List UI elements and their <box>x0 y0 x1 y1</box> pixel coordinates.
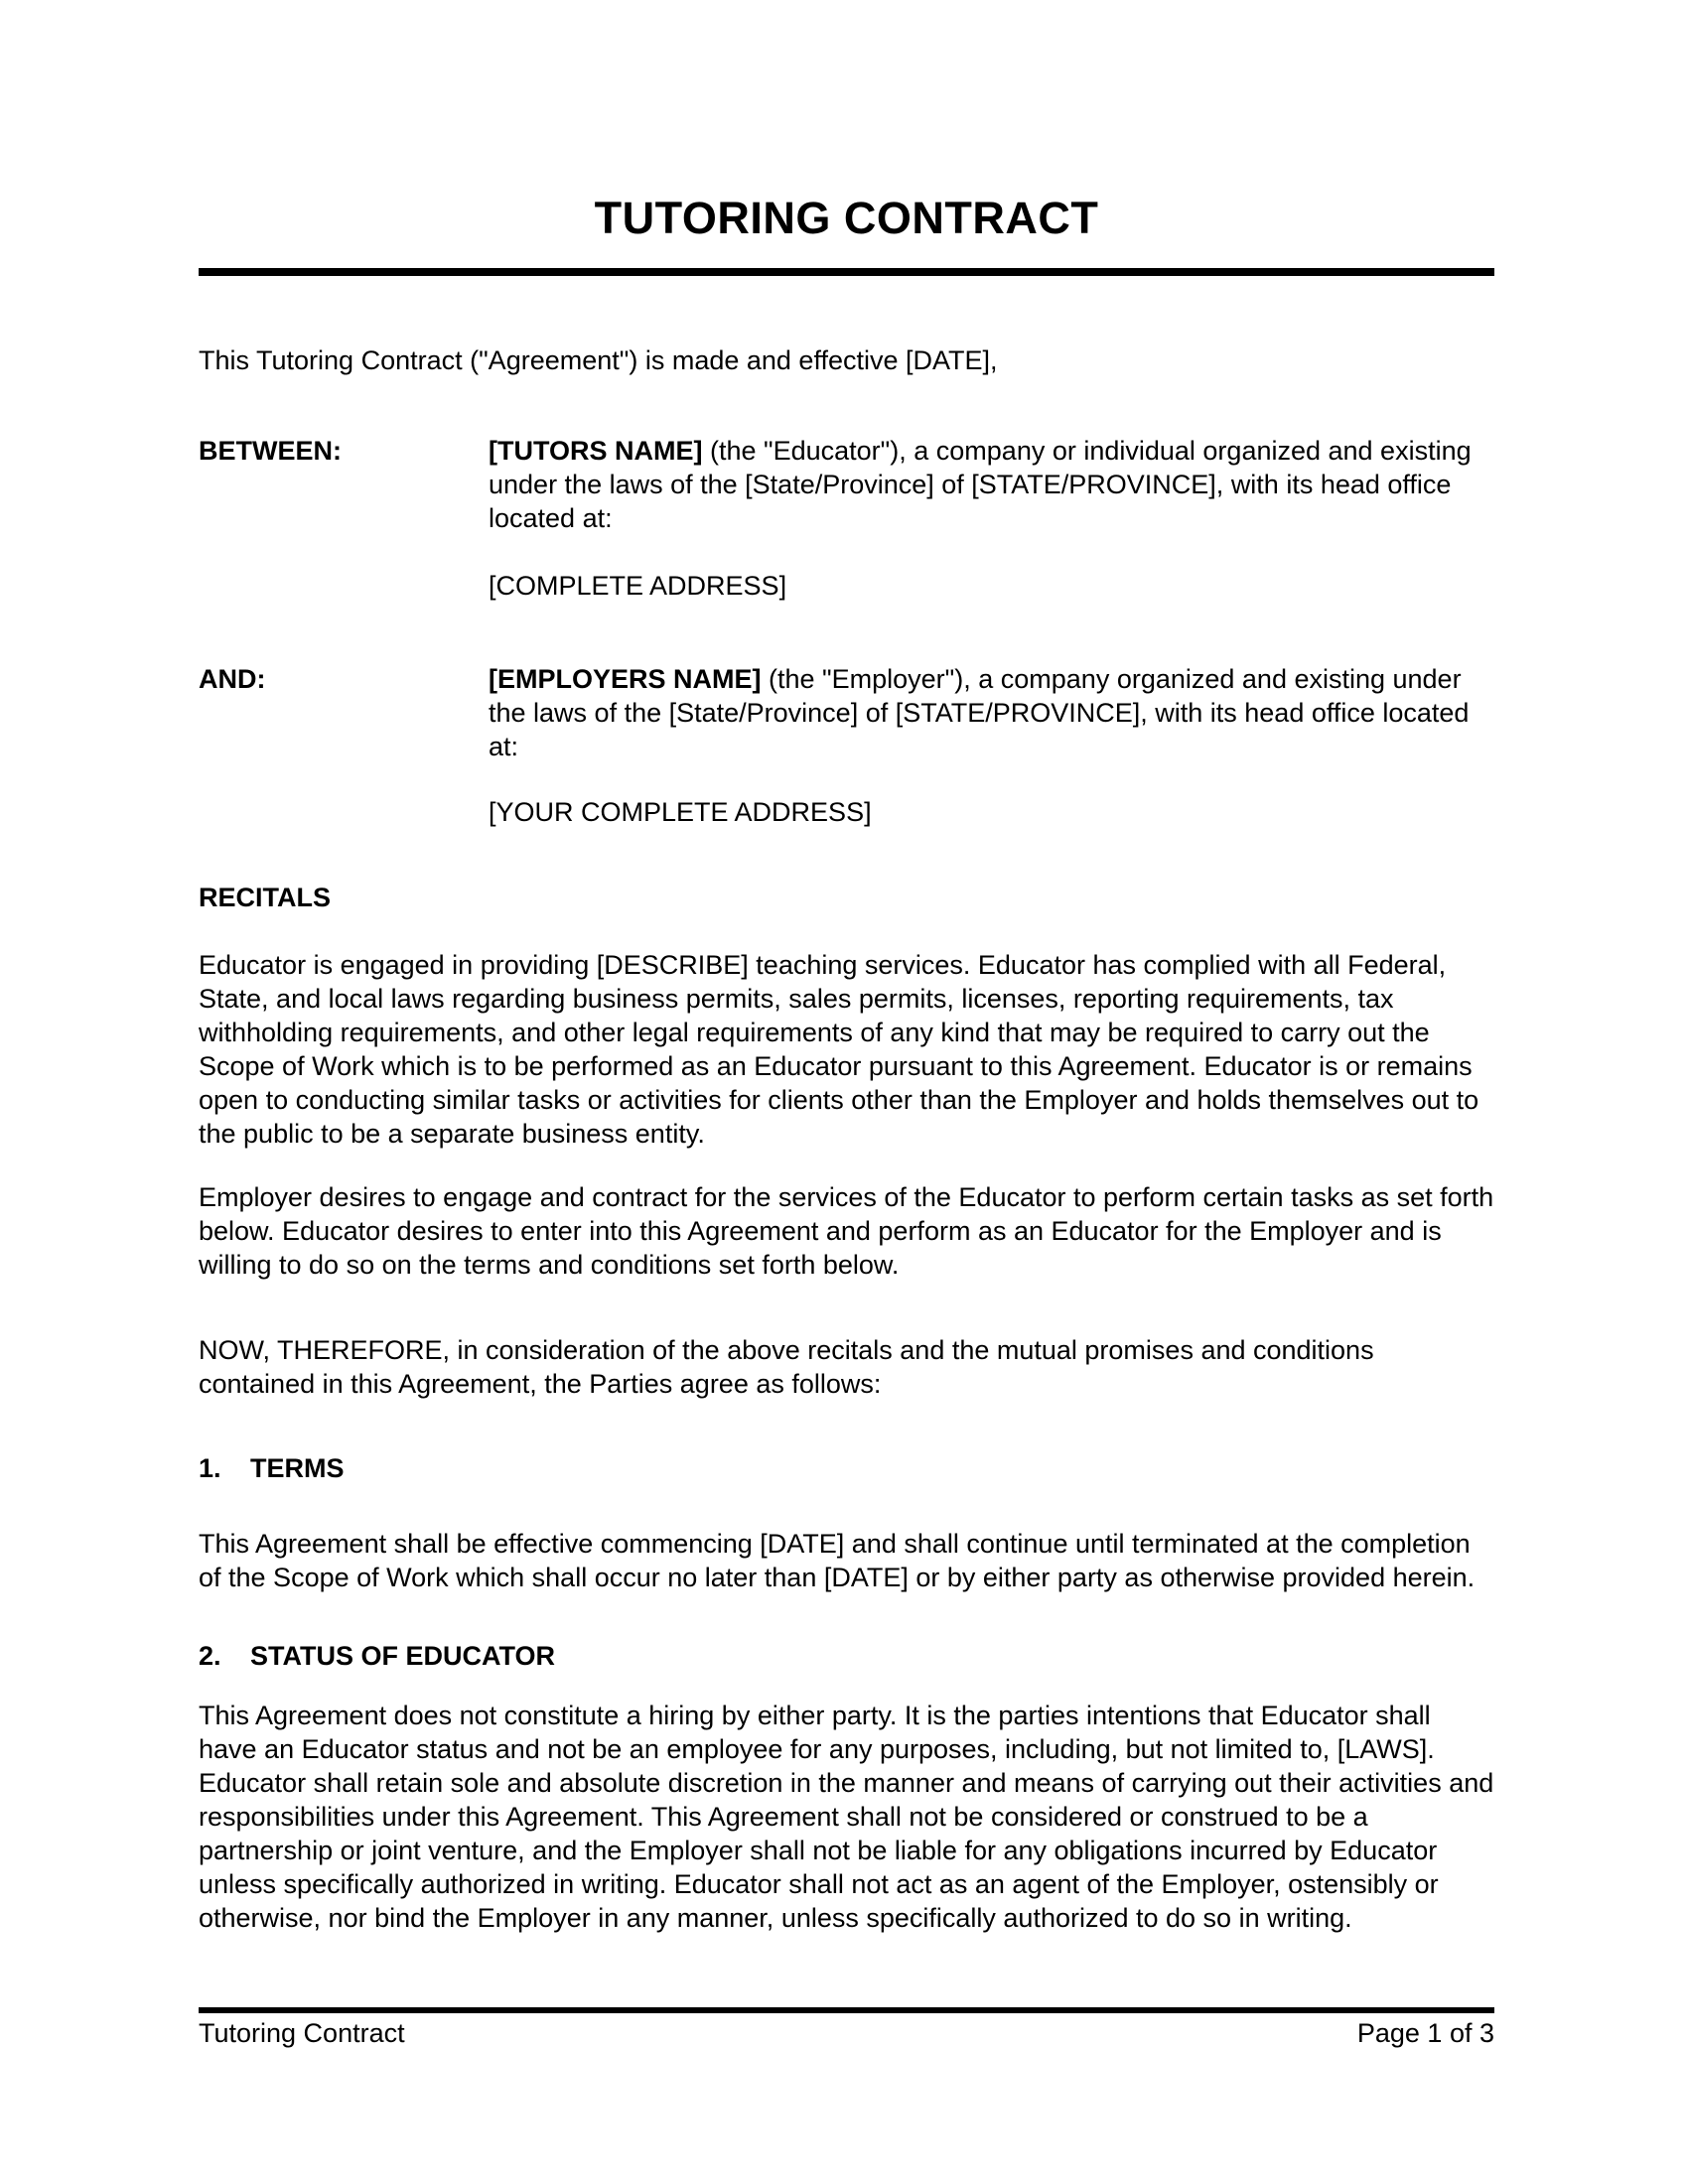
party-text-tutor: (the "Educator"), a company or individual organized and existing under the laws of the [State/Province] of [STATE/PROVINCE], with its head office located at: <box>489 436 1472 533</box>
page-footer <box>199 2007 1494 2050</box>
intro-paragraph: This Tutoring Contract ("Agreement") is made and effective [DATE], <box>199 345 998 375</box>
page-title: TUTORING CONTRACT <box>594 193 1099 243</box>
party-description-and <box>489 662 1494 763</box>
party-name-employer: [EMPLOYERS NAME] <box>489 664 762 694</box>
section-1-body: This Agreement shall be effective commencing [DATE] and shall continue until terminated at the completion of the Scope of Work which shall occur no later than [DATE] or by either party as otherwise provided herein. <box>199 1529 1476 1592</box>
party-label-between: BETWEEN: <box>199 436 342 466</box>
section-2-heading <box>199 1639 1494 1673</box>
section-2-number: 2. <box>199 1641 221 1671</box>
recitals-heading: RECITALS <box>199 883 331 912</box>
party-address-employer: [YOUR COMPLETE ADDRESS] <box>489 797 872 827</box>
section-2-title: STATUS OF EDUCATOR <box>250 1641 555 1671</box>
section-1-heading <box>199 1451 1494 1485</box>
footer-page-number: Page 1 of 3 <box>1356 2018 1494 2048</box>
party-label-and: AND: <box>199 664 266 694</box>
section-1-title: TERMS <box>250 1453 345 1483</box>
recitals-paragraph-1: Educator is engaged in providing [DESCRIBE] teaching services. Educator has complied with all Federal, State, and local laws regarding business permits, sales permits, licenses, reporting requirements, tax withholding requirements, and other legal requirements of any kind that may be required to carry out the Scope of Work which is to be performed as an Educator pursuant to this Agreement. Educator is or remains open to conducting similar tasks or activities for clients other than the Employer and holds themselves out to the public to be a separate business entity. <box>199 950 1479 1149</box>
now-therefore-paragraph: NOW, THEREFORE, in consideration of the above recitals and the mutual promises and conditions contained in this Agreement, the Parties agree as follows: <box>199 1335 1374 1399</box>
party-address-tutor: [COMPLETE ADDRESS] <box>489 571 787 601</box>
footer-row <box>199 2016 1494 2050</box>
recitals-paragraph-2: Employer desires to engage and contract for the services of the Educator to perform certain tasks as set forth below. Educator desires to enter into this Agreement and perform as an Educator for the Employer and is willing to do so on the terms and conditions set forth below. <box>199 1182 1494 1280</box>
party-block-and <box>199 662 1494 763</box>
footer-divider <box>199 2007 1494 2013</box>
party-name-tutor: [TUTORS NAME] <box>489 436 703 466</box>
party-text-employer: (the "Employer"), a company organized and existing under the laws of the [State/Province] of [STATE/PROVINCE], with its head office located at: <box>489 664 1470 761</box>
section-1-number: 1. <box>199 1453 221 1483</box>
party-block-between <box>199 434 1494 535</box>
document-content <box>199 0 1494 1935</box>
title-divider <box>199 268 1494 276</box>
party-description-between <box>489 434 1494 535</box>
footer-document-title: Tutoring Contract <box>199 2018 405 2048</box>
section-2-body: This Agreement does not constitute a hiring by either party. It is the parties intentions that Educator shall have an Educator status and not be an employee for any purposes, including, but not limited to, [LAWS]. Educator shall retain sole and absolute discretion in the manner and means of carrying out their activities and responsibilities under this Agreement. This Agreement shall not be considered or construed to be a partnership or joint venture, and the Employer shall not be liable for any obligations incurred by Educator unless specifically authorized in writing. Educator shall not act as an agent of the Employer, ostensibly or otherwise, nor bind the Employer in any manner, unless specifically authorized to do so in writing. <box>199 1701 1494 1933</box>
